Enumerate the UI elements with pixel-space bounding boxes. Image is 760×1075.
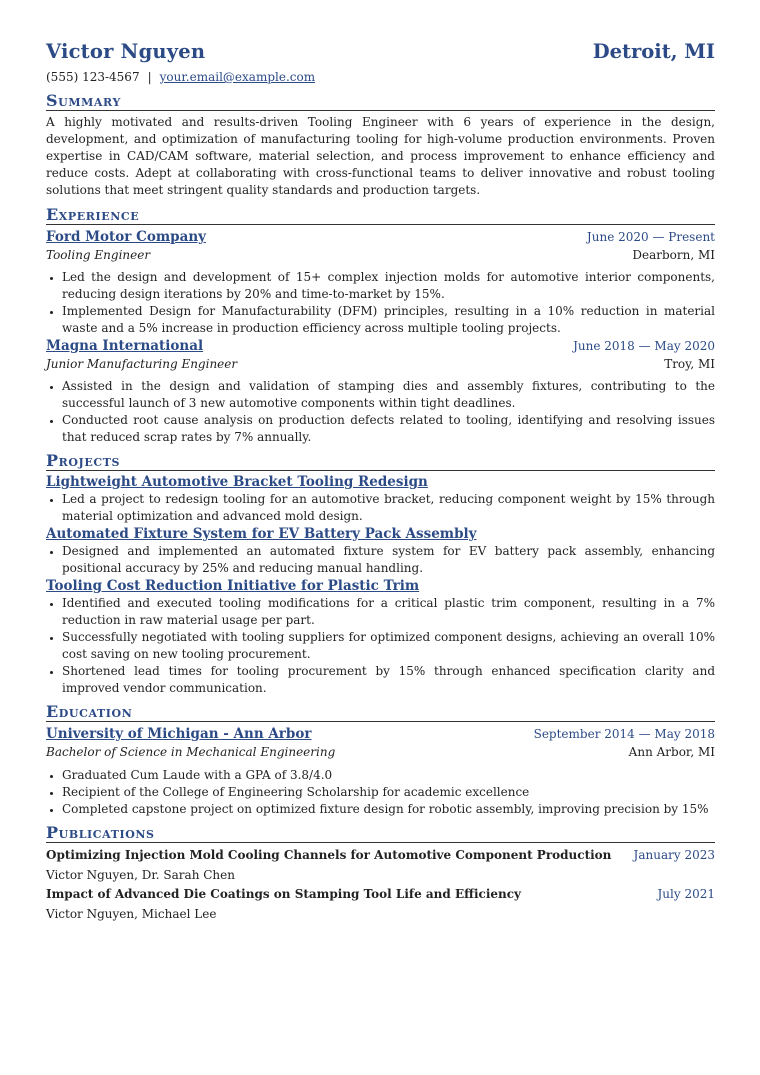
candidate-location: Detroit, MI [592,40,715,63]
bullet-item: • Identified and executed tooling modifications for a critical plastic trim component, resulting in a 7% reduction in raw material usage per part. [62,595,715,629]
project-entry [46,474,715,525]
project-title-link[interactable]: Automated Fixture System for EV Battery Pack Assembly [46,526,477,542]
project-entry [46,578,715,697]
company-link[interactable]: Ford Motor Company [46,229,206,245]
publication-authors: Victor Nguyen, Michael Lee [46,907,217,921]
job-location: Troy, MI [664,357,715,371]
job-dates: June 2020 — Present [586,230,715,244]
project-entry [46,526,715,577]
project-bullets [46,543,715,577]
publication-date: July 2021 [657,887,715,901]
job-dates: June 2018 — May 2020 [573,339,715,353]
bullet-item: • Completed capstone project on optimized fixture design for robotic assembly, improving precision by 15% [62,801,715,818]
publications-section [46,824,715,923]
contact-line [46,68,715,86]
resume-header [46,40,715,66]
bullet-item: • Led a project to redesign tooling for an automotive bracket, reducing component weight by 15% through material optimization and advanced mold design. [62,491,715,525]
bullet-item: • Recipient of the College of Engineering Scholarship for academic excellence [62,784,715,801]
publication-entry [46,885,715,923]
experience-section [46,206,715,446]
bullet-item: • Successfully negotiated with tooling suppliers for optimized component designs, achieving an overall 10% cost saving on new tooling procurement. [62,629,715,663]
education-dates: September 2014 — May 2018 [533,727,715,741]
bullet-item: • Graduated Cum Laude with a GPA of 3.8/4.0 [62,767,715,784]
job-location: Dearborn, MI [632,248,715,262]
project-bullets [46,491,715,525]
school-link[interactable]: University of Michigan - Ann Arbor [46,726,312,742]
education-bullets [46,767,715,818]
bullet-item: • Assisted in the design and validation of stamping dies and assembly fixtures, contributing to the successful launch of 3 new automotive components within tight deadlines. [62,378,715,412]
email-link[interactable]: your.email@example.com [159,70,316,84]
project-title-link[interactable]: Lightweight Automotive Bracket Tooling Redesign [46,474,428,490]
section-title-experience: Experience [46,206,715,225]
job-bullets [46,269,715,337]
bullet-item: • Designed and implemented an automated fixture system for EV battery pack assembly, enhancing positional accuracy by 25% and reducing manual handling. [62,543,715,577]
section-title-education: Education [46,703,715,722]
degree-name: Bachelor of Science in Mechanical Engineering [46,745,336,759]
projects-section [46,452,715,697]
publication-title: Impact of Advanced Die Coatings on Stamping Tool Life and Efficiency [46,887,522,901]
phone-number: (555) 123-4567 [46,70,140,84]
education-section [46,703,715,818]
candidate-name: Victor Nguyen [46,40,206,63]
bullet-item: • Conducted root cause analysis on production defects related to tooling, identifying and resolving issues that reduced scrap rates by 7% annually. [62,412,715,446]
job-role: Tooling Engineer [46,248,151,262]
publication-date: January 2023 [633,848,715,862]
job-entry [46,337,715,446]
publication-entry [46,846,715,884]
project-bullets [46,595,715,697]
job-bullets [46,378,715,446]
section-title-publications: Publications [46,824,715,843]
bullet-item: • Implemented Design for Manufacturability (DFM) principles, resulting in a 10% reduction in material waste and a 5% increase in production efficiency across multiple tooling projects. [62,303,715,337]
section-title-projects: Projects [46,452,715,471]
bullet-item: • Shortened lead times for tooling procurement by 15% through enhanced specification clarity and improved vendor communication. [62,663,715,697]
contact-separator: | [147,70,152,84]
publication-title: Optimizing Injection Mold Cooling Channels for Automotive Component Production [46,848,612,862]
summary-text: A highly motivated and results-driven Tooling Engineer with 6 years of experience in the design, development, and optimization of manufacturing tooling for high-volume production environments. Proven expertise in CAD/CAM software, material selection, and process improvement to enhance efficiency and reduce costs. Adept at collaborating with cross-functional teams to deliver innovative and robust tooling solutions that meet stringent quality standards and production targets. [46,115,715,197]
company-link[interactable]: Magna International [46,338,204,354]
resume-page [46,40,715,923]
education-location: Ann Arbor, MI [628,745,715,759]
publication-authors: Victor Nguyen, Dr. Sarah Chen [46,868,235,882]
summary-section [46,92,715,199]
project-title-link[interactable]: Tooling Cost Reduction Initiative for Plastic Trim [46,578,420,594]
bullet-item: • Led the design and development of 15+ complex injection molds for automotive interior components, reducing design iterations by 20% and time-to-market by 15%. [62,269,715,303]
job-entry [46,228,715,337]
job-role: Junior Manufacturing Engineer [46,357,238,371]
section-title-summary: Summary [46,92,715,111]
